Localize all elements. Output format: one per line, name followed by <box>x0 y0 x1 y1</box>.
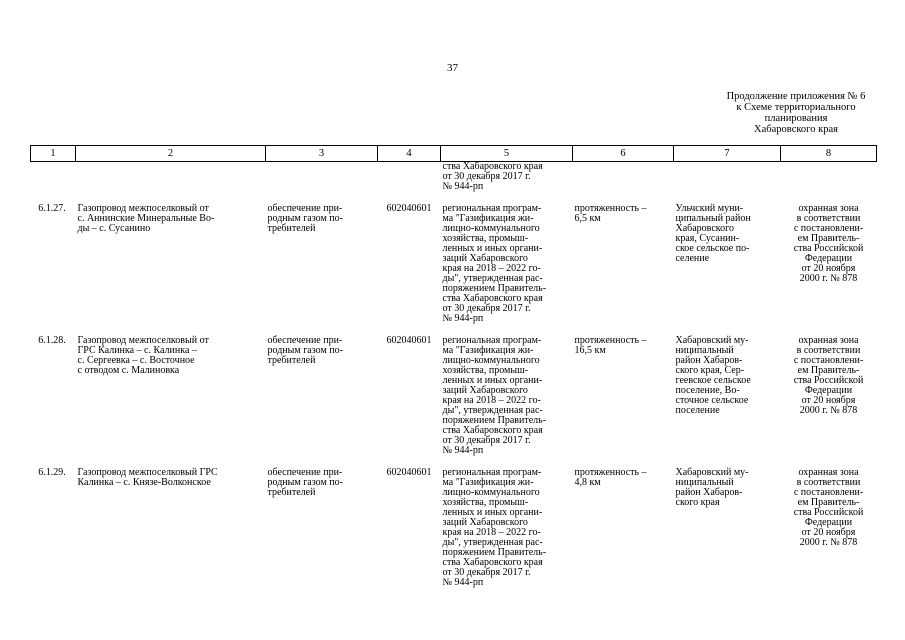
column-header: 2 <box>76 146 266 162</box>
object-name-cell <box>76 336 266 456</box>
zone-line: 2000 г. № 878 <box>799 537 858 548</box>
location-line: ниципальный <box>675 345 734 356</box>
zone-line: Федерации <box>804 253 853 264</box>
location-line: Хабаровский му- <box>675 467 749 478</box>
zone-line: охранная зона <box>798 467 859 478</box>
basis-line: ства Хабаровского края <box>442 161 543 172</box>
basis-line: хозяйства, промыш- <box>442 365 529 376</box>
code-value: 602040601 <box>386 203 432 214</box>
basis-line: лищно-коммунального <box>442 487 540 498</box>
location-line: район Хабаров- <box>675 487 743 498</box>
object-name-cell <box>76 468 266 588</box>
purpose-line: родным газом по- <box>267 477 343 488</box>
column-header: 8 <box>781 146 877 162</box>
basis-line: ма "Газификация жи- <box>442 477 534 488</box>
row-number: 6.1.27. <box>38 203 66 214</box>
appendix-header-line: планирования <box>764 113 828 124</box>
basis-line: ства Хабаровского края <box>442 293 543 304</box>
basis-line: ленных и иных органи- <box>442 507 543 518</box>
location-line: Ульчский муни- <box>675 203 744 214</box>
zone-line: в соответствии <box>796 477 861 488</box>
page-number: 37 <box>447 62 458 74</box>
object-name-line: с. Аннинские Минеральные Во- <box>77 213 215 224</box>
purpose-line: родным газом по- <box>267 213 343 224</box>
zone-line: от 20 ноября <box>801 395 856 406</box>
basis-line: поряжением Правитель- <box>442 415 547 426</box>
basis-line: заций Хабаровского <box>442 517 528 528</box>
basis-line: от 30 декабря 2017 г. <box>442 171 531 182</box>
length-line: 4,8 км <box>574 477 601 488</box>
object-name-cell <box>76 204 266 324</box>
protection-zone-cell <box>781 336 877 456</box>
basis-line: региональная програм- <box>442 467 542 478</box>
basis-line: ды", утвержденная рас- <box>442 537 543 548</box>
basis-line: заций Хабаровского <box>442 253 528 264</box>
location-line: ниципальный <box>675 477 734 488</box>
basis-line: № 944-рп <box>442 577 484 588</box>
zone-line: 2000 г. № 878 <box>799 405 858 416</box>
location-line: геевское сельское <box>675 375 751 386</box>
purpose-cell <box>266 336 378 456</box>
basis-line: ленных и иных органи- <box>442 375 543 386</box>
zone-line: от 20 ноября <box>801 527 856 538</box>
zone-line: Федерации <box>804 517 853 528</box>
zone-line: 2000 г. № 878 <box>799 273 858 284</box>
column-header: 5 <box>441 146 573 162</box>
basis-line: региональная програм- <box>442 335 542 346</box>
column-header: 6 <box>573 146 674 162</box>
basis-line: ды", утвержденная рас- <box>442 405 543 416</box>
table-header-row <box>31 146 877 162</box>
object-name-line: Газопровод межпоселковый от <box>77 335 209 346</box>
length-line: 6,5 км <box>574 213 601 224</box>
object-name-line: с. Сергеевка – с. Восточное <box>77 355 195 366</box>
table-row <box>31 468 877 588</box>
purpose-line: требителей <box>267 487 316 498</box>
basis-line: ства Хабаровского края <box>442 425 543 436</box>
row-number: 6.1.29. <box>38 467 66 478</box>
purpose-line: обеспечение при- <box>267 467 343 478</box>
basis-line: заций Хабаровского <box>442 385 528 396</box>
location-line: Хабаровского <box>675 223 734 234</box>
zone-line: с постановлени- <box>793 355 864 366</box>
basis-cell <box>441 468 573 588</box>
protection-zone-cell <box>781 468 877 588</box>
zone-line: с постановлени- <box>793 223 864 234</box>
table-body <box>31 162 877 589</box>
appendix-header-line: Продолжение приложения № 6 <box>726 91 866 102</box>
basis-line: края на 2018 – 2022 го- <box>442 527 541 538</box>
basis-line: от 30 декабря 2017 г. <box>442 567 531 578</box>
object-name-line: ГРС Калинка – с. Калинка – <box>77 345 197 356</box>
purpose-line: родным газом по- <box>267 345 343 356</box>
basis-line: поряжением Правитель- <box>442 283 547 294</box>
zone-line: ем Правитель- <box>797 233 860 244</box>
purpose-line: требителей <box>267 223 316 234</box>
length-line: протяженность – <box>574 203 647 214</box>
appendix-header-line: Хабаровского края <box>754 124 838 135</box>
length-line: 16,5 км <box>574 345 606 356</box>
continuation-row <box>31 162 877 193</box>
row-number-cell <box>31 336 76 456</box>
zone-line: ства Российской <box>793 507 864 518</box>
basis-cell <box>441 204 573 324</box>
protection-zone-cell <box>781 204 877 324</box>
column-header: 3 <box>266 146 378 162</box>
zone-line: ства Российской <box>793 375 864 386</box>
column-header: 1 <box>31 146 76 162</box>
code-cell <box>378 468 441 588</box>
zone-line: ства Российской <box>793 243 864 254</box>
purpose-cell <box>266 204 378 324</box>
object-name-line: Газопровод межпоселковый от <box>77 203 209 214</box>
location-line: селение <box>675 253 710 264</box>
zone-line: от 20 ноября <box>801 263 856 274</box>
object-name-line: с отводом с. Малиновка <box>77 365 180 376</box>
location-line: поселение <box>675 405 720 416</box>
location-line: края, Сусанин- <box>675 233 740 244</box>
zone-line: ем Правитель- <box>797 365 860 376</box>
basis-line: края на 2018 – 2022 го- <box>442 395 541 406</box>
location-line: район Хабаров- <box>675 355 743 366</box>
table-row <box>31 336 877 456</box>
location-cell <box>674 336 781 456</box>
length-cell <box>573 204 674 324</box>
code-cell <box>378 204 441 324</box>
zone-line: Федерации <box>804 385 853 396</box>
purpose-line: требителей <box>267 355 316 366</box>
row-number: 6.1.28. <box>38 335 66 346</box>
basis-line: ма "Газификация жи- <box>442 345 534 356</box>
object-name-line: Газопровод межпоселковый ГРС <box>77 467 218 478</box>
purpose-cell <box>266 468 378 588</box>
basis-line: региональная програм- <box>442 203 542 214</box>
column-header: 4 <box>378 146 441 162</box>
location-cell <box>674 468 781 588</box>
object-name-line: Калинка – с. Князе-Волконское <box>77 477 211 488</box>
length-cell <box>573 468 674 588</box>
code-cell <box>378 336 441 456</box>
appendix-header <box>686 91 905 135</box>
basis-line: поряжением Правитель- <box>442 547 547 558</box>
location-line: ципальный район <box>675 213 751 224</box>
basis-line: ма "Газификация жи- <box>442 213 534 224</box>
continuation-basis-cell <box>441 162 573 193</box>
row-number-cell <box>31 204 76 324</box>
row-number-cell <box>31 468 76 588</box>
zone-line: в соответствии <box>796 213 861 224</box>
objects-table <box>30 145 877 588</box>
length-line: протяженность – <box>574 335 647 346</box>
length-line: протяженность – <box>574 467 647 478</box>
basis-line: № 944-рп <box>442 181 484 192</box>
basis-line: лищно-коммунального <box>442 355 540 366</box>
basis-line: № 944-рп <box>442 313 484 324</box>
length-cell <box>573 336 674 456</box>
appendix-header-line: к Схеме территориального <box>736 102 856 113</box>
basis-line: от 30 декабря 2017 г. <box>442 435 531 446</box>
location-line: Хабаровский му- <box>675 335 749 346</box>
code-value: 602040601 <box>386 335 432 346</box>
location-cell <box>674 204 781 324</box>
zone-line: в соответствии <box>796 345 861 356</box>
zone-line: охранная зона <box>798 203 859 214</box>
location-line: ское сельское по- <box>675 243 750 254</box>
basis-line: хозяйства, промыш- <box>442 233 529 244</box>
basis-line: лищно-коммунального <box>442 223 540 234</box>
basis-line: края на 2018 – 2022 го- <box>442 263 541 274</box>
location-line: ского края, Сер- <box>675 365 745 376</box>
basis-cell <box>441 336 573 456</box>
zone-line: охранная зона <box>798 335 859 346</box>
basis-line: от 30 декабря 2017 г. <box>442 303 531 314</box>
basis-line: хозяйства, промыш- <box>442 497 529 508</box>
basis-line: ства Хабаровского края <box>442 557 543 568</box>
location-line: ского края <box>675 497 720 508</box>
code-value: 602040601 <box>386 467 432 478</box>
purpose-line: обеспечение при- <box>267 335 343 346</box>
basis-line: ды", утвержденная рас- <box>442 273 543 284</box>
basis-line: ленных и иных органи- <box>442 243 543 254</box>
zone-line: с постановлени- <box>793 487 864 498</box>
purpose-line: обеспечение при- <box>267 203 343 214</box>
location-line: сточное сельское <box>675 395 749 406</box>
object-name-line: ды – с. Сусанино <box>77 223 151 234</box>
zone-line: ем Правитель- <box>797 497 860 508</box>
location-line: поселение, Во- <box>675 385 740 396</box>
column-header: 7 <box>674 146 781 162</box>
basis-line: № 944-рп <box>442 445 484 456</box>
table-row <box>31 204 877 324</box>
